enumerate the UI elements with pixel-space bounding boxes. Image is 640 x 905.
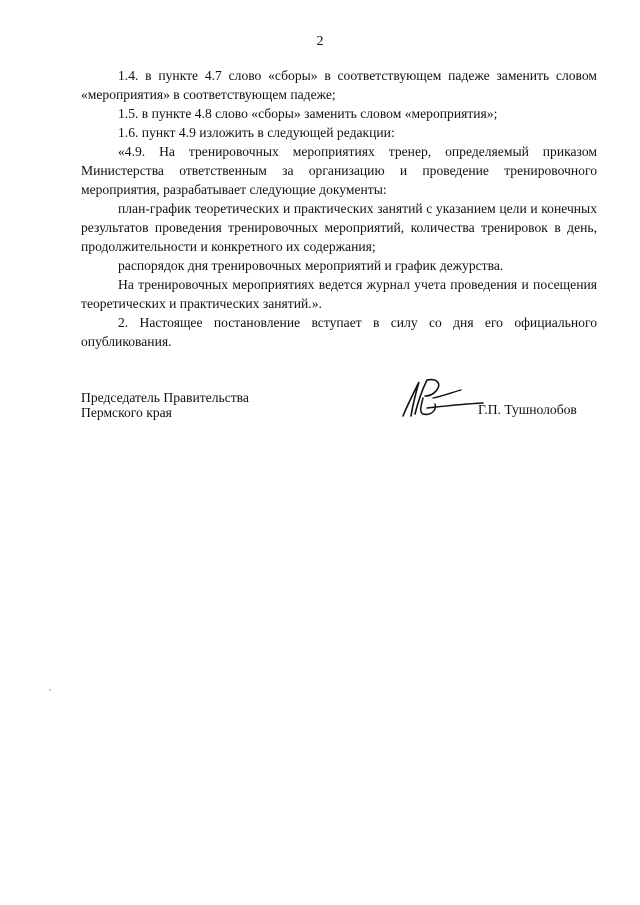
signature-block	[81, 388, 597, 428]
signatory-title-line-2: Пермского края	[81, 405, 172, 420]
paragraph-plan-schedule: план-график теоретических и практических занятий с указанием цели и конечных результатов проведения тренировочных мероприятий, количества тренировок в день, продолжительности и конкретного их содержания;	[81, 201, 597, 254]
signatory-title-line-1: Председатель Правительства	[81, 390, 249, 405]
page-number: 2	[316, 34, 324, 49]
paragraph-journal: На тренировочных мероприятиях ведется журнал учета проведения и посещения теоретических и практических занятий.».	[81, 277, 597, 311]
paragraph-1-6: 1.6. пункт 4.9 изложить в следующей редакции:	[118, 125, 395, 140]
signatory-title	[81, 390, 249, 420]
paragraph-daily-routine: распорядок дня тренировочных мероприятий и график дежурства.	[118, 258, 504, 273]
document-body	[81, 66, 597, 351]
paragraph-4-9: «4.9. На тренировочных мероприятиях тренер, определяемый приказом Министерства ответственным за организацию и проведение тренировочного мероприятия, разрабатывает следующие документы:	[81, 144, 597, 197]
scan-artifact	[49, 689, 51, 691]
signatory-name: Г.П. Тушнолобов	[478, 402, 577, 417]
paragraph-effective-date: 2. Настоящее постановление вступает в силу со дня его официального опубликования.	[81, 315, 597, 349]
paragraph-1-5: 1.5. в пункте 4.8 слово «сборы» заменить словом «мероприятия»;	[118, 106, 498, 121]
handwritten-signature	[397, 376, 485, 420]
paragraph-1-4: 1.4. в пункте 4.7 слово «сборы» в соответствующем падеже заменить словом «мероприятия» в соответствующем падеже;	[81, 68, 597, 102]
